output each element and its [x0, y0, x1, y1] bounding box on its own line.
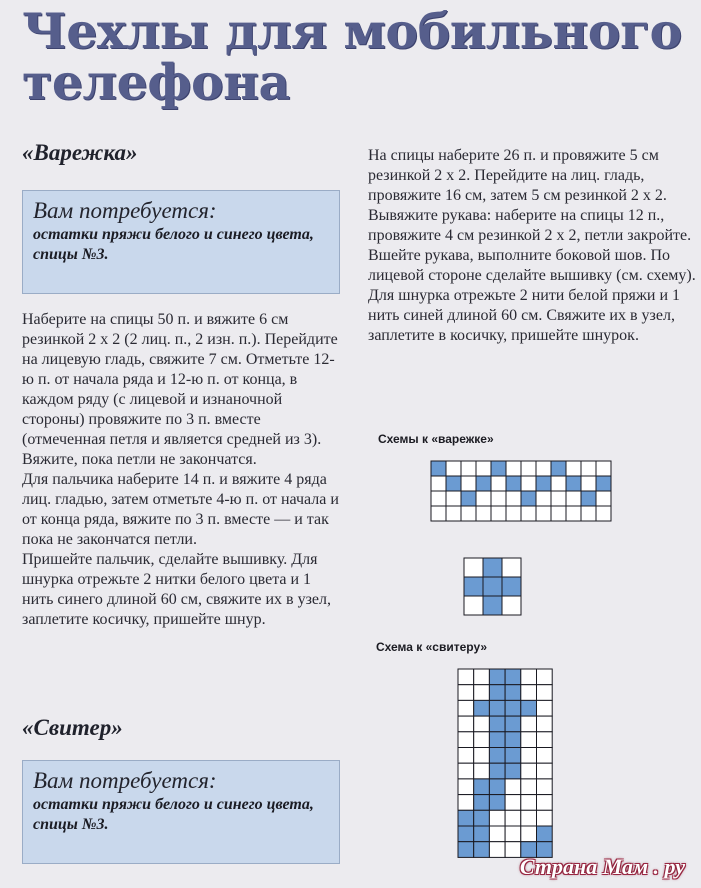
- mitten-scheme-grid-2: [463, 557, 522, 616]
- grid-cell-filled: [505, 669, 521, 685]
- grid-cell-empty: [537, 748, 553, 764]
- grid-cell-filled: [581, 491, 596, 506]
- grid-cell-empty: [506, 461, 521, 476]
- sweater-paragraph-1: На спицы наберите 26 п. и провяжите 5 см резинкой 2 х 2. Перейдите на лиц. гладь, провяжите 16 см, затем 5 см резинкой 2 х 2.: [368, 147, 667, 204]
- grid-cell-filled: [489, 763, 505, 779]
- grid-cell-empty: [505, 795, 521, 811]
- grid-cell-filled: [505, 685, 521, 701]
- grid-cell-filled: [483, 577, 502, 596]
- grid-cell-filled: [483, 558, 502, 577]
- grid-cell-filled: [521, 491, 536, 506]
- grid-cell-empty: [458, 795, 474, 811]
- grid-cell-filled: [491, 461, 506, 476]
- grid-cell-filled: [474, 779, 490, 795]
- sweater-scheme-grid-svg: [457, 668, 553, 858]
- mitten-materials-text: остатки пряжи белого и синего цвета, спицы №3.: [33, 226, 314, 263]
- grid-cell-empty: [502, 558, 521, 577]
- grid-cell-filled: [566, 476, 581, 491]
- grid-cell-empty: [505, 842, 521, 858]
- grid-cell-empty: [566, 506, 581, 521]
- grid-cell-empty: [431, 491, 446, 506]
- grid-cell-empty: [596, 461, 611, 476]
- mitten-scheme-grid-2-svg: [463, 557, 522, 616]
- grid-cell-empty: [458, 700, 474, 716]
- grid-cell-empty: [506, 491, 521, 506]
- grid-cell-empty: [476, 491, 491, 506]
- grid-cell-empty: [458, 732, 474, 748]
- sweater-scheme-label: Схема к «свитеру»: [376, 640, 488, 654]
- grid-cell-empty: [521, 748, 537, 764]
- grid-cell-empty: [596, 491, 611, 506]
- sweater-materials-box: [22, 760, 340, 864]
- grid-cell-filled: [489, 685, 505, 701]
- grid-cell-empty: [458, 669, 474, 685]
- grid-cell-empty: [489, 826, 505, 842]
- grid-cell-filled: [489, 669, 505, 685]
- grid-cell-filled: [505, 763, 521, 779]
- grid-cell-empty: [581, 461, 596, 476]
- grid-cell-filled: [506, 476, 521, 491]
- grid-cell-empty: [491, 491, 506, 506]
- grid-cell-empty: [464, 558, 483, 577]
- grid-cell-empty: [458, 685, 474, 701]
- grid-cell-empty: [537, 700, 553, 716]
- grid-cell-empty: [537, 810, 553, 826]
- sweater-paragraph-2: Вывяжите рукава: наберите на спицы 12 п., провяжите 4 см резинкой 2 х 2, петли закройте. Вшейте рукава, выполните боковой шов. По лицевой стороне сделайте вышивку (см. схему).: [368, 207, 696, 284]
- grid-cell-filled: [489, 795, 505, 811]
- grid-cell-empty: [521, 826, 537, 842]
- grid-cell-empty: [537, 669, 553, 685]
- grid-cell-empty: [474, 763, 490, 779]
- grid-cell-empty: [476, 461, 491, 476]
- grid-cell-empty: [489, 810, 505, 826]
- mitten-scheme-grid-1: [430, 460, 612, 522]
- sweater-scheme-grid: [457, 668, 553, 858]
- grid-cell-filled: [474, 700, 490, 716]
- grid-cell-filled: [489, 748, 505, 764]
- grid-cell-empty: [489, 842, 505, 858]
- page-title: [22, 2, 682, 111]
- page-title-line-1: Чехлы для мобильного: [22, 2, 682, 60]
- grid-cell-filled: [489, 732, 505, 748]
- grid-cell-empty: [521, 506, 536, 521]
- grid-cell-empty: [537, 685, 553, 701]
- grid-cell-filled: [458, 826, 474, 842]
- grid-cell-empty: [491, 506, 506, 521]
- grid-cell-empty: [461, 476, 476, 491]
- mitten-paragraph-1: Наберите на спицы 50 п. и вяжите 6 см резинкой 2 х 2 (2 лиц. п., 2 изн. п.). Перейдите на лицевую гладь, свяжите 7 см. Отметьте 12-ю п. от начала ряда и 12-ю п. от конца, в каждом ряду (с лицевой и изнаночной стороны) провяжите по 3 п. вместе (отмеченная петля и является средней из 3). Вяжите, пока петли не закончатся.: [22, 311, 338, 468]
- grid-cell-empty: [521, 779, 537, 795]
- grid-cell-empty: [474, 716, 490, 732]
- grid-cell-filled: [461, 491, 476, 506]
- mitten-scheme-grid-1-svg: [430, 460, 612, 522]
- grid-cell-filled: [431, 461, 446, 476]
- grid-cell-empty: [566, 491, 581, 506]
- grid-cell-filled: [551, 461, 566, 476]
- mitten-paragraph-3: Пришейте пальчик, сделайте вышивку. Для шнурка отрежьте 2 нитки белого цвета и 1 нить синего длиной 60 см, свяжите их в узел, заплетите косичку, пришейте шнур.: [22, 551, 331, 628]
- grid-cell-empty: [431, 506, 446, 521]
- grid-cell-empty: [521, 669, 537, 685]
- grid-cell-filled: [489, 779, 505, 795]
- grid-cell-empty: [521, 461, 536, 476]
- grid-cell-empty: [464, 596, 483, 615]
- grid-cell-empty: [536, 491, 551, 506]
- grid-cell-filled: [537, 826, 553, 842]
- grid-cell-empty: [537, 732, 553, 748]
- grid-cell-filled: [521, 700, 537, 716]
- grid-cell-empty: [431, 476, 446, 491]
- grid-cell-filled: [474, 842, 490, 858]
- grid-cell-empty: [551, 476, 566, 491]
- mitten-heading: «Варежка»: [22, 140, 138, 165]
- grid-cell-empty: [537, 716, 553, 732]
- mitten-scheme-label: Схемы к «варежке»: [378, 432, 494, 446]
- grid-cell-filled: [474, 810, 490, 826]
- sweater-materials-text: остатки пряжи белого и синего цвета, спицы №3.: [33, 796, 314, 833]
- mitten-paragraph-2: Для пальчика наберите 14 п. и вяжите 4 ряда лиц. гладью, затем отметьте 4-ю п. от начала и от конца ряда, вяжите по 3 п. вместе — и так пока не закончатся петли.: [22, 471, 339, 548]
- grid-cell-filled: [476, 476, 491, 491]
- grid-cell-empty: [521, 732, 537, 748]
- grid-cell-empty: [491, 476, 506, 491]
- grid-cell-empty: [506, 506, 521, 521]
- grid-cell-empty: [446, 461, 461, 476]
- grid-cell-filled: [505, 700, 521, 716]
- grid-cell-empty: [581, 476, 596, 491]
- grid-cell-filled: [474, 795, 490, 811]
- mitten-materials-title: Вам потребуется:: [33, 198, 217, 223]
- watermark: Страна Мам . ру: [519, 854, 685, 879]
- sweater-heading: «Свитер»: [22, 715, 123, 740]
- grid-cell-empty: [474, 748, 490, 764]
- grid-cell-empty: [474, 669, 490, 685]
- grid-cell-empty: [537, 795, 553, 811]
- grid-cell-filled: [464, 577, 483, 596]
- grid-cell-empty: [521, 810, 537, 826]
- grid-cell-empty: [566, 461, 581, 476]
- grid-cell-filled: [458, 810, 474, 826]
- grid-cell-filled: [505, 748, 521, 764]
- sweater-instructions: [368, 146, 698, 346]
- grid-cell-empty: [505, 810, 521, 826]
- grid-cell-empty: [502, 596, 521, 615]
- sweater-paragraph-3: Для шнурка отрежьте 2 нити белой пряжи и 1 нить синей длиной 60 см. Свяжите их в узел, заплетите в косичку, пришейте шнурок.: [368, 287, 681, 344]
- grid-cell-filled: [458, 842, 474, 858]
- grid-cell-empty: [581, 506, 596, 521]
- grid-cell-empty: [521, 763, 537, 779]
- grid-cell-empty: [536, 506, 551, 521]
- grid-cell-filled: [483, 596, 502, 615]
- grid-cell-empty: [505, 779, 521, 795]
- grid-cell-filled: [446, 476, 461, 491]
- grid-cell-empty: [521, 476, 536, 491]
- sweater-materials-title: Вам потребуется:: [33, 768, 217, 793]
- grid-cell-filled: [536, 476, 551, 491]
- grid-cell-filled: [505, 716, 521, 732]
- grid-cell-empty: [537, 763, 553, 779]
- grid-cell-empty: [505, 826, 521, 842]
- grid-cell-empty: [476, 506, 491, 521]
- grid-cell-empty: [551, 491, 566, 506]
- grid-cell-empty: [521, 795, 537, 811]
- mitten-materials-box: [22, 190, 340, 294]
- grid-cell-empty: [536, 461, 551, 476]
- grid-cell-filled: [596, 476, 611, 491]
- mitten-instructions: [22, 310, 340, 630]
- grid-cell-empty: [458, 716, 474, 732]
- grid-cell-empty: [458, 779, 474, 795]
- grid-cell-empty: [521, 716, 537, 732]
- grid-cell-filled: [489, 700, 505, 716]
- grid-cell-empty: [537, 779, 553, 795]
- grid-cell-empty: [461, 461, 476, 476]
- page-title-line-2: телефона: [22, 53, 290, 111]
- grid-cell-filled: [474, 826, 490, 842]
- grid-cell-empty: [446, 491, 461, 506]
- grid-cell-filled: [489, 716, 505, 732]
- grid-cell-empty: [521, 685, 537, 701]
- grid-cell-empty: [446, 506, 461, 521]
- grid-cell-empty: [596, 506, 611, 521]
- grid-cell-empty: [474, 685, 490, 701]
- grid-cell-empty: [551, 506, 566, 521]
- grid-cell-empty: [458, 763, 474, 779]
- grid-cell-empty: [474, 732, 490, 748]
- grid-cell-empty: [461, 506, 476, 521]
- grid-cell-empty: [458, 748, 474, 764]
- grid-cell-filled: [502, 577, 521, 596]
- grid-cell-filled: [505, 732, 521, 748]
